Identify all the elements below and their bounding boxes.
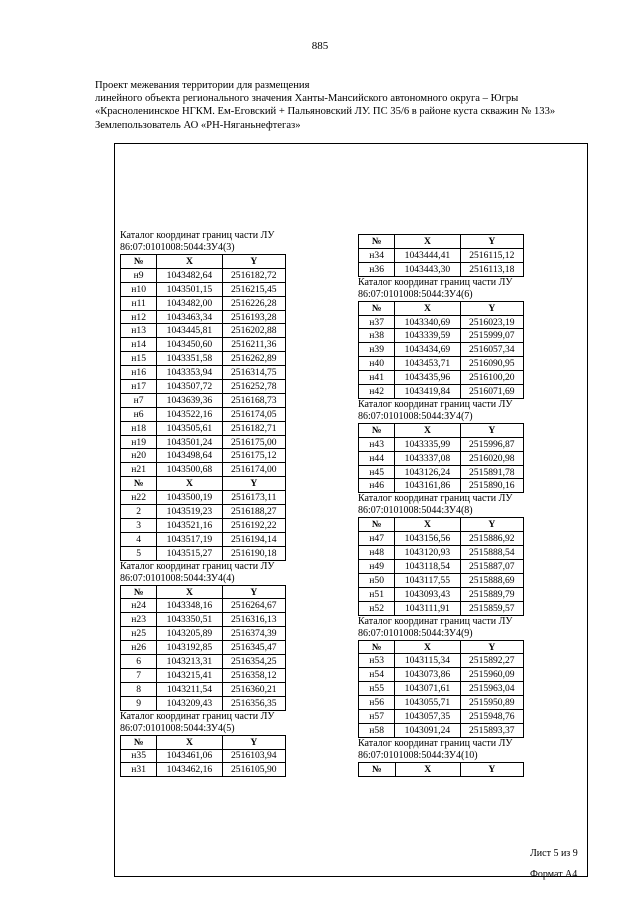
table-cell: 1043501,15: [157, 282, 222, 296]
table-cell: 1043161,86: [395, 479, 460, 493]
table-cell: 2515963,04: [460, 682, 523, 696]
table-cell: 2516174,00: [222, 463, 285, 477]
table-cell: 1043507,72: [157, 380, 222, 394]
table-row: [359, 682, 524, 696]
table-cell: н22: [121, 491, 157, 505]
column-header: №: [359, 640, 395, 654]
table-row: [359, 262, 524, 276]
column-header: №: [121, 255, 157, 269]
header-line: Землепользователь АО «РН-Няганьнефтегаз»: [95, 119, 301, 131]
table-cell: 2516264,67: [222, 599, 285, 613]
table-cell: 1043444,41: [395, 248, 460, 262]
table-cell: 9: [121, 696, 157, 710]
table-row: [121, 682, 286, 696]
table-cell: н41: [359, 371, 395, 385]
column-header: X: [157, 255, 222, 269]
table-cell: 1043462,16: [157, 763, 222, 777]
table-cell: 2515960,09: [460, 668, 523, 682]
table-cell: н21: [121, 463, 157, 477]
table-cell: 1043461,06: [157, 749, 222, 763]
table-cell: 1043639,36: [157, 393, 222, 407]
table-cell: н58: [359, 723, 395, 737]
column-header: №: [121, 735, 157, 749]
table-cell: 1043501,24: [157, 435, 222, 449]
table-cell: 2516192,22: [222, 518, 285, 532]
table-row: [121, 449, 286, 463]
table-cell: 2516188,27: [222, 505, 285, 519]
table-row: [359, 385, 524, 399]
table-cell: 2516175,00: [222, 435, 285, 449]
table-cell: 1043348,16: [157, 599, 222, 613]
table-cell: 1043073,86: [395, 668, 460, 682]
table-row: [359, 723, 524, 737]
column-header: №: [359, 301, 395, 315]
table-row: [359, 587, 524, 601]
table-cell: 6: [121, 655, 157, 669]
table-cell: 2516360,21: [222, 682, 285, 696]
table-cell: 1043351,58: [157, 352, 222, 366]
table-row: [359, 329, 524, 343]
column-header: №: [359, 235, 395, 249]
table-cell: 2516193,28: [222, 310, 285, 324]
table-cell: 1043337,08: [395, 451, 460, 465]
table-cell: н25: [121, 627, 157, 641]
table-row: [121, 491, 286, 505]
column-header: Y: [222, 735, 285, 749]
table-cell: 1043156,56: [395, 532, 460, 546]
table-cell: н49: [359, 560, 395, 574]
table-cell: 1043093,43: [395, 587, 460, 601]
column-header: №: [359, 762, 396, 776]
table-header-row: [121, 585, 286, 599]
table-row: [121, 505, 286, 519]
left-catalog-column: [120, 230, 286, 777]
table-cell: н48: [359, 546, 395, 560]
table-cell: 2516105,90: [222, 763, 285, 777]
table-cell: 2516215,45: [222, 282, 285, 296]
table-cell: н14: [121, 338, 157, 352]
table-row: [121, 641, 286, 655]
table-cell: 2516356,35: [222, 696, 285, 710]
header-line: Проект межевания территории для размещения: [95, 80, 310, 91]
table-row: [121, 421, 286, 435]
table-cell: 2516168,73: [222, 393, 285, 407]
table-cell: 2516354,25: [222, 655, 285, 669]
table-cell: н45: [359, 465, 395, 479]
table-cell: н47: [359, 532, 395, 546]
table-row: [359, 465, 524, 479]
table-row: [121, 763, 286, 777]
coordinate-table: [358, 234, 524, 277]
catalog-caption: Каталог координат границ части ЛУ: [120, 710, 275, 722]
table-cell: 2516194,14: [222, 532, 285, 546]
column-header: X: [395, 235, 460, 249]
right-catalog-column: [358, 234, 524, 777]
table-cell: 2516226,28: [222, 296, 285, 310]
page-number: 885: [311, 40, 329, 52]
table-row: [359, 573, 524, 587]
table-cell: 1043443,30: [395, 262, 460, 276]
table-cell: 2516020,98: [460, 451, 523, 465]
table-cell: 2516211,36: [222, 338, 285, 352]
table-row: [121, 282, 286, 296]
catalog-caption: Каталог координат границ части ЛУ: [358, 615, 513, 627]
catalog-caption: 86:07:0101008:5044:ЗУ4(9): [358, 627, 473, 639]
column-header: №: [121, 477, 157, 491]
column-header: X: [395, 301, 460, 315]
catalog-caption: 86:07:0101008:5044:ЗУ4(4): [120, 572, 235, 584]
table-cell: 5: [121, 546, 157, 560]
table-cell: 1043463,34: [157, 310, 222, 324]
table-cell: н10: [121, 282, 157, 296]
column-header: Y: [222, 477, 285, 491]
table-cell: 1043450,60: [157, 338, 222, 352]
table-cell: 2516173,11: [222, 491, 285, 505]
table-header-row: [121, 735, 286, 749]
table-cell: 1043500,68: [157, 463, 222, 477]
table-header-row: [359, 235, 524, 249]
table-cell: 2515999,07: [460, 329, 523, 343]
catalog-caption: Каталог координат границ части ЛУ: [120, 560, 275, 572]
table-row: [359, 451, 524, 465]
column-header: Y: [460, 423, 523, 437]
table-cell: 1043339,59: [395, 329, 460, 343]
table-cell: 1043115,34: [395, 654, 460, 668]
table-cell: н20: [121, 449, 157, 463]
table-cell: н55: [359, 682, 395, 696]
table-row: [359, 546, 524, 560]
table-row: [359, 601, 524, 615]
table-cell: 2516103,94: [222, 749, 285, 763]
table-cell: н18: [121, 421, 157, 435]
table-cell: 1043435,96: [395, 371, 460, 385]
catalog-caption: Каталог координат границ части ЛУ: [358, 276, 513, 288]
table-cell: н15: [121, 352, 157, 366]
table-cell: 1043118,54: [395, 560, 460, 574]
table-row: [121, 296, 286, 310]
table-row: [121, 532, 286, 546]
column-header: X: [395, 640, 460, 654]
table-row: [121, 310, 286, 324]
table-cell: 1043505,61: [157, 421, 222, 435]
paper-format: Формат А4: [530, 869, 578, 880]
table-cell: 1043340,69: [395, 315, 460, 329]
column-header: X: [395, 518, 460, 532]
table-cell: 2516182,72: [222, 268, 285, 282]
coordinate-table: [358, 762, 524, 777]
table-cell: 2516190,18: [222, 546, 285, 560]
table-row: [121, 627, 286, 641]
table-header-row: [121, 255, 286, 269]
coordinate-table: [358, 423, 524, 493]
table-cell: н11: [121, 296, 157, 310]
table-cell: 2516202,88: [222, 324, 285, 338]
table-cell: н50: [359, 573, 395, 587]
table-cell: 1043482,00: [157, 296, 222, 310]
column-header: Y: [460, 235, 523, 249]
table-cell: н46: [359, 479, 395, 493]
catalog-caption: 86:07:0101008:5044:ЗУ4(10): [358, 749, 478, 761]
table-cell: 2: [121, 505, 157, 519]
table-cell: 2516262,89: [222, 352, 285, 366]
column-header: Y: [222, 255, 285, 269]
table-cell: 2516314,75: [222, 366, 285, 380]
table-row: [121, 463, 286, 477]
table-cell: 2516175,12: [222, 449, 285, 463]
table-row: [359, 654, 524, 668]
column-header: X: [157, 735, 222, 749]
table-cell: 2516113,18: [460, 262, 523, 276]
table-cell: 1043522,16: [157, 407, 222, 421]
table-cell: 1043209,43: [157, 696, 222, 710]
table-cell: 1043353,94: [157, 366, 222, 380]
table-cell: н19: [121, 435, 157, 449]
table-header-row: [359, 423, 524, 437]
table-header-row: [121, 477, 286, 491]
table-cell: н53: [359, 654, 395, 668]
sheet-number: Лист 5 из 9: [530, 848, 578, 859]
table-cell: 3: [121, 518, 157, 532]
table-row: [121, 613, 286, 627]
catalog-caption: 86:07:0101008:5044:ЗУ4(5): [120, 722, 235, 734]
column-header: Y: [460, 762, 523, 776]
table-cell: н44: [359, 451, 395, 465]
table-row: [359, 437, 524, 451]
table-cell: 1043192,85: [157, 641, 222, 655]
table-row: [121, 518, 286, 532]
table-cell: 1043482,64: [157, 268, 222, 282]
table-row: [359, 532, 524, 546]
table-row: [121, 380, 286, 394]
column-header: X: [157, 477, 222, 491]
table-row: [359, 479, 524, 493]
coordinate-table: [358, 640, 524, 738]
table-cell: 1043120,93: [395, 546, 460, 560]
table-row: [359, 248, 524, 262]
catalog-caption: Каталог координат границ части ЛУ: [358, 398, 513, 410]
table-cell: 1043091,24: [395, 723, 460, 737]
table-header-row: [359, 518, 524, 532]
table-cell: 1043126,24: [395, 465, 460, 479]
table-cell: 1043521,16: [157, 518, 222, 532]
table-cell: 2516100,20: [460, 371, 523, 385]
column-header: №: [359, 518, 395, 532]
table-cell: 2516182,71: [222, 421, 285, 435]
catalog-caption: Каталог координат границ части ЛУ: [120, 230, 275, 241]
table-cell: 1043350,51: [157, 613, 222, 627]
catalog-caption: 86:07:0101008:5044:ЗУ4(3): [120, 242, 235, 253]
table-row: [121, 366, 286, 380]
table-cell: н26: [121, 641, 157, 655]
table-cell: н35: [121, 749, 157, 763]
table-cell: 1043071,61: [395, 682, 460, 696]
header-line: «Красноленинское НГКМ. Ем-Еговский + Пальяновский ЛУ. ПС 35/6 в районе куста скважин № 133»: [95, 106, 556, 118]
table-cell: 2516057,34: [460, 343, 523, 357]
table-cell: н9: [121, 268, 157, 282]
table-cell: 2515948,76: [460, 710, 523, 724]
catalog-caption: Каталог координат границ части ЛУ: [358, 493, 513, 505]
table-row: [121, 546, 286, 560]
table-cell: 7: [121, 668, 157, 682]
table-cell: н37: [359, 315, 395, 329]
table-cell: 2515891,78: [460, 465, 523, 479]
table-cell: н7: [121, 393, 157, 407]
table-cell: 2515888,54: [460, 546, 523, 560]
table-cell: н57: [359, 710, 395, 724]
table-cell: 1043117,55: [395, 573, 460, 587]
table-cell: 2516174,05: [222, 407, 285, 421]
table-row: [121, 268, 286, 282]
table-cell: н40: [359, 357, 395, 371]
table-row: [359, 696, 524, 710]
table-cell: 2515886,92: [460, 532, 523, 546]
table-row: [121, 668, 286, 682]
table-cell: 1043213,31: [157, 655, 222, 669]
table-cell: н56: [359, 696, 395, 710]
table-cell: 2515996,87: [460, 437, 523, 451]
table-cell: 2515859,57: [460, 601, 523, 615]
coordinate-table: [120, 254, 286, 561]
table-row: [359, 710, 524, 724]
table-cell: 2515892,27: [460, 654, 523, 668]
table-cell: 1043111,91: [395, 601, 460, 615]
header-line: линейного объекта регионального значения Ханты-Мансийского автономного округа – Югры: [95, 93, 519, 105]
table-cell: 8: [121, 682, 157, 696]
table-row: [121, 696, 286, 710]
table-cell: 2516023,19: [460, 315, 523, 329]
table-cell: н16: [121, 366, 157, 380]
table-row: [121, 407, 286, 421]
column-header: №: [121, 585, 157, 599]
table-cell: 1043215,41: [157, 668, 222, 682]
table-cell: 1043519,23: [157, 505, 222, 519]
table-cell: н43: [359, 437, 395, 451]
table-cell: 2515890,16: [460, 479, 523, 493]
table-cell: 1043515,27: [157, 546, 222, 560]
table-cell: н6: [121, 407, 157, 421]
coordinate-table: [120, 735, 286, 778]
table-cell: н34: [359, 248, 395, 262]
catalog-caption: 86:07:0101008:5044:ЗУ4(7): [358, 410, 473, 422]
table-cell: 2515889,79: [460, 587, 523, 601]
table-row: [121, 324, 286, 338]
table-cell: 2516071,69: [460, 385, 523, 399]
table-cell: н12: [121, 310, 157, 324]
table-cell: 1043211,54: [157, 682, 222, 696]
column-header: Y: [460, 640, 523, 654]
table-row: [359, 371, 524, 385]
catalog-caption: 86:07:0101008:5044:ЗУ4(6): [358, 288, 473, 300]
table-cell: н24: [121, 599, 157, 613]
table-cell: н54: [359, 668, 395, 682]
table-cell: 1043498,64: [157, 449, 222, 463]
table-header-row: [359, 301, 524, 315]
column-header: №: [359, 423, 395, 437]
table-cell: 1043517,19: [157, 532, 222, 546]
table-row: [121, 338, 286, 352]
table-cell: н13: [121, 324, 157, 338]
column-header: Y: [460, 301, 523, 315]
table-row: [359, 343, 524, 357]
table-cell: 2516374,39: [222, 627, 285, 641]
table-cell: 1043500,19: [157, 491, 222, 505]
table-cell: н42: [359, 385, 395, 399]
table-row: [359, 315, 524, 329]
table-row: [359, 668, 524, 682]
table-cell: 1043205,89: [157, 627, 222, 641]
column-header: X: [395, 762, 460, 776]
table-cell: н52: [359, 601, 395, 615]
table-cell: 1043055,71: [395, 696, 460, 710]
table-cell: 2515893,37: [460, 723, 523, 737]
table-cell: 1043419,84: [395, 385, 460, 399]
table-cell: 2516115,12: [460, 248, 523, 262]
table-cell: н23: [121, 613, 157, 627]
table-cell: 1043445,81: [157, 324, 222, 338]
table-cell: 4: [121, 532, 157, 546]
document-header: [95, 79, 595, 132]
table-cell: н36: [359, 262, 395, 276]
table-header-row: [359, 640, 524, 654]
table-cell: 1043434,69: [395, 343, 460, 357]
table-cell: 2515888,69: [460, 573, 523, 587]
catalog-caption: Каталог координат границ части ЛУ: [358, 737, 513, 749]
table-cell: н38: [359, 329, 395, 343]
column-header: X: [157, 585, 222, 599]
table-cell: 2516316,13: [222, 613, 285, 627]
table-cell: 2515887,07: [460, 560, 523, 574]
table-row: [121, 749, 286, 763]
table-row: [121, 393, 286, 407]
table-row: [359, 560, 524, 574]
column-header: X: [395, 423, 460, 437]
table-cell: н17: [121, 380, 157, 394]
table-row: [121, 352, 286, 366]
table-cell: 2516345,47: [222, 641, 285, 655]
table-cell: н51: [359, 587, 395, 601]
table-cell: 2516090,95: [460, 357, 523, 371]
coordinate-table: [120, 585, 286, 711]
coordinate-table: [358, 517, 524, 615]
column-header: Y: [460, 518, 523, 532]
table-row: [121, 599, 286, 613]
table-cell: 1043057,35: [395, 710, 460, 724]
table-cell: 2516252,78: [222, 380, 285, 394]
table-row: [359, 357, 524, 371]
table-header-row: [359, 762, 524, 776]
table-cell: н31: [121, 763, 157, 777]
table-row: [121, 655, 286, 669]
table-cell: 2515950,89: [460, 696, 523, 710]
table-row: [121, 435, 286, 449]
catalog-caption: 86:07:0101008:5044:ЗУ4(8): [358, 505, 473, 517]
table-cell: 1043453,71: [395, 357, 460, 371]
column-header: Y: [222, 585, 285, 599]
table-cell: 2516358,12: [222, 668, 285, 682]
table-cell: н39: [359, 343, 395, 357]
table-cell: 1043335,99: [395, 437, 460, 451]
coordinate-table: [358, 301, 524, 399]
